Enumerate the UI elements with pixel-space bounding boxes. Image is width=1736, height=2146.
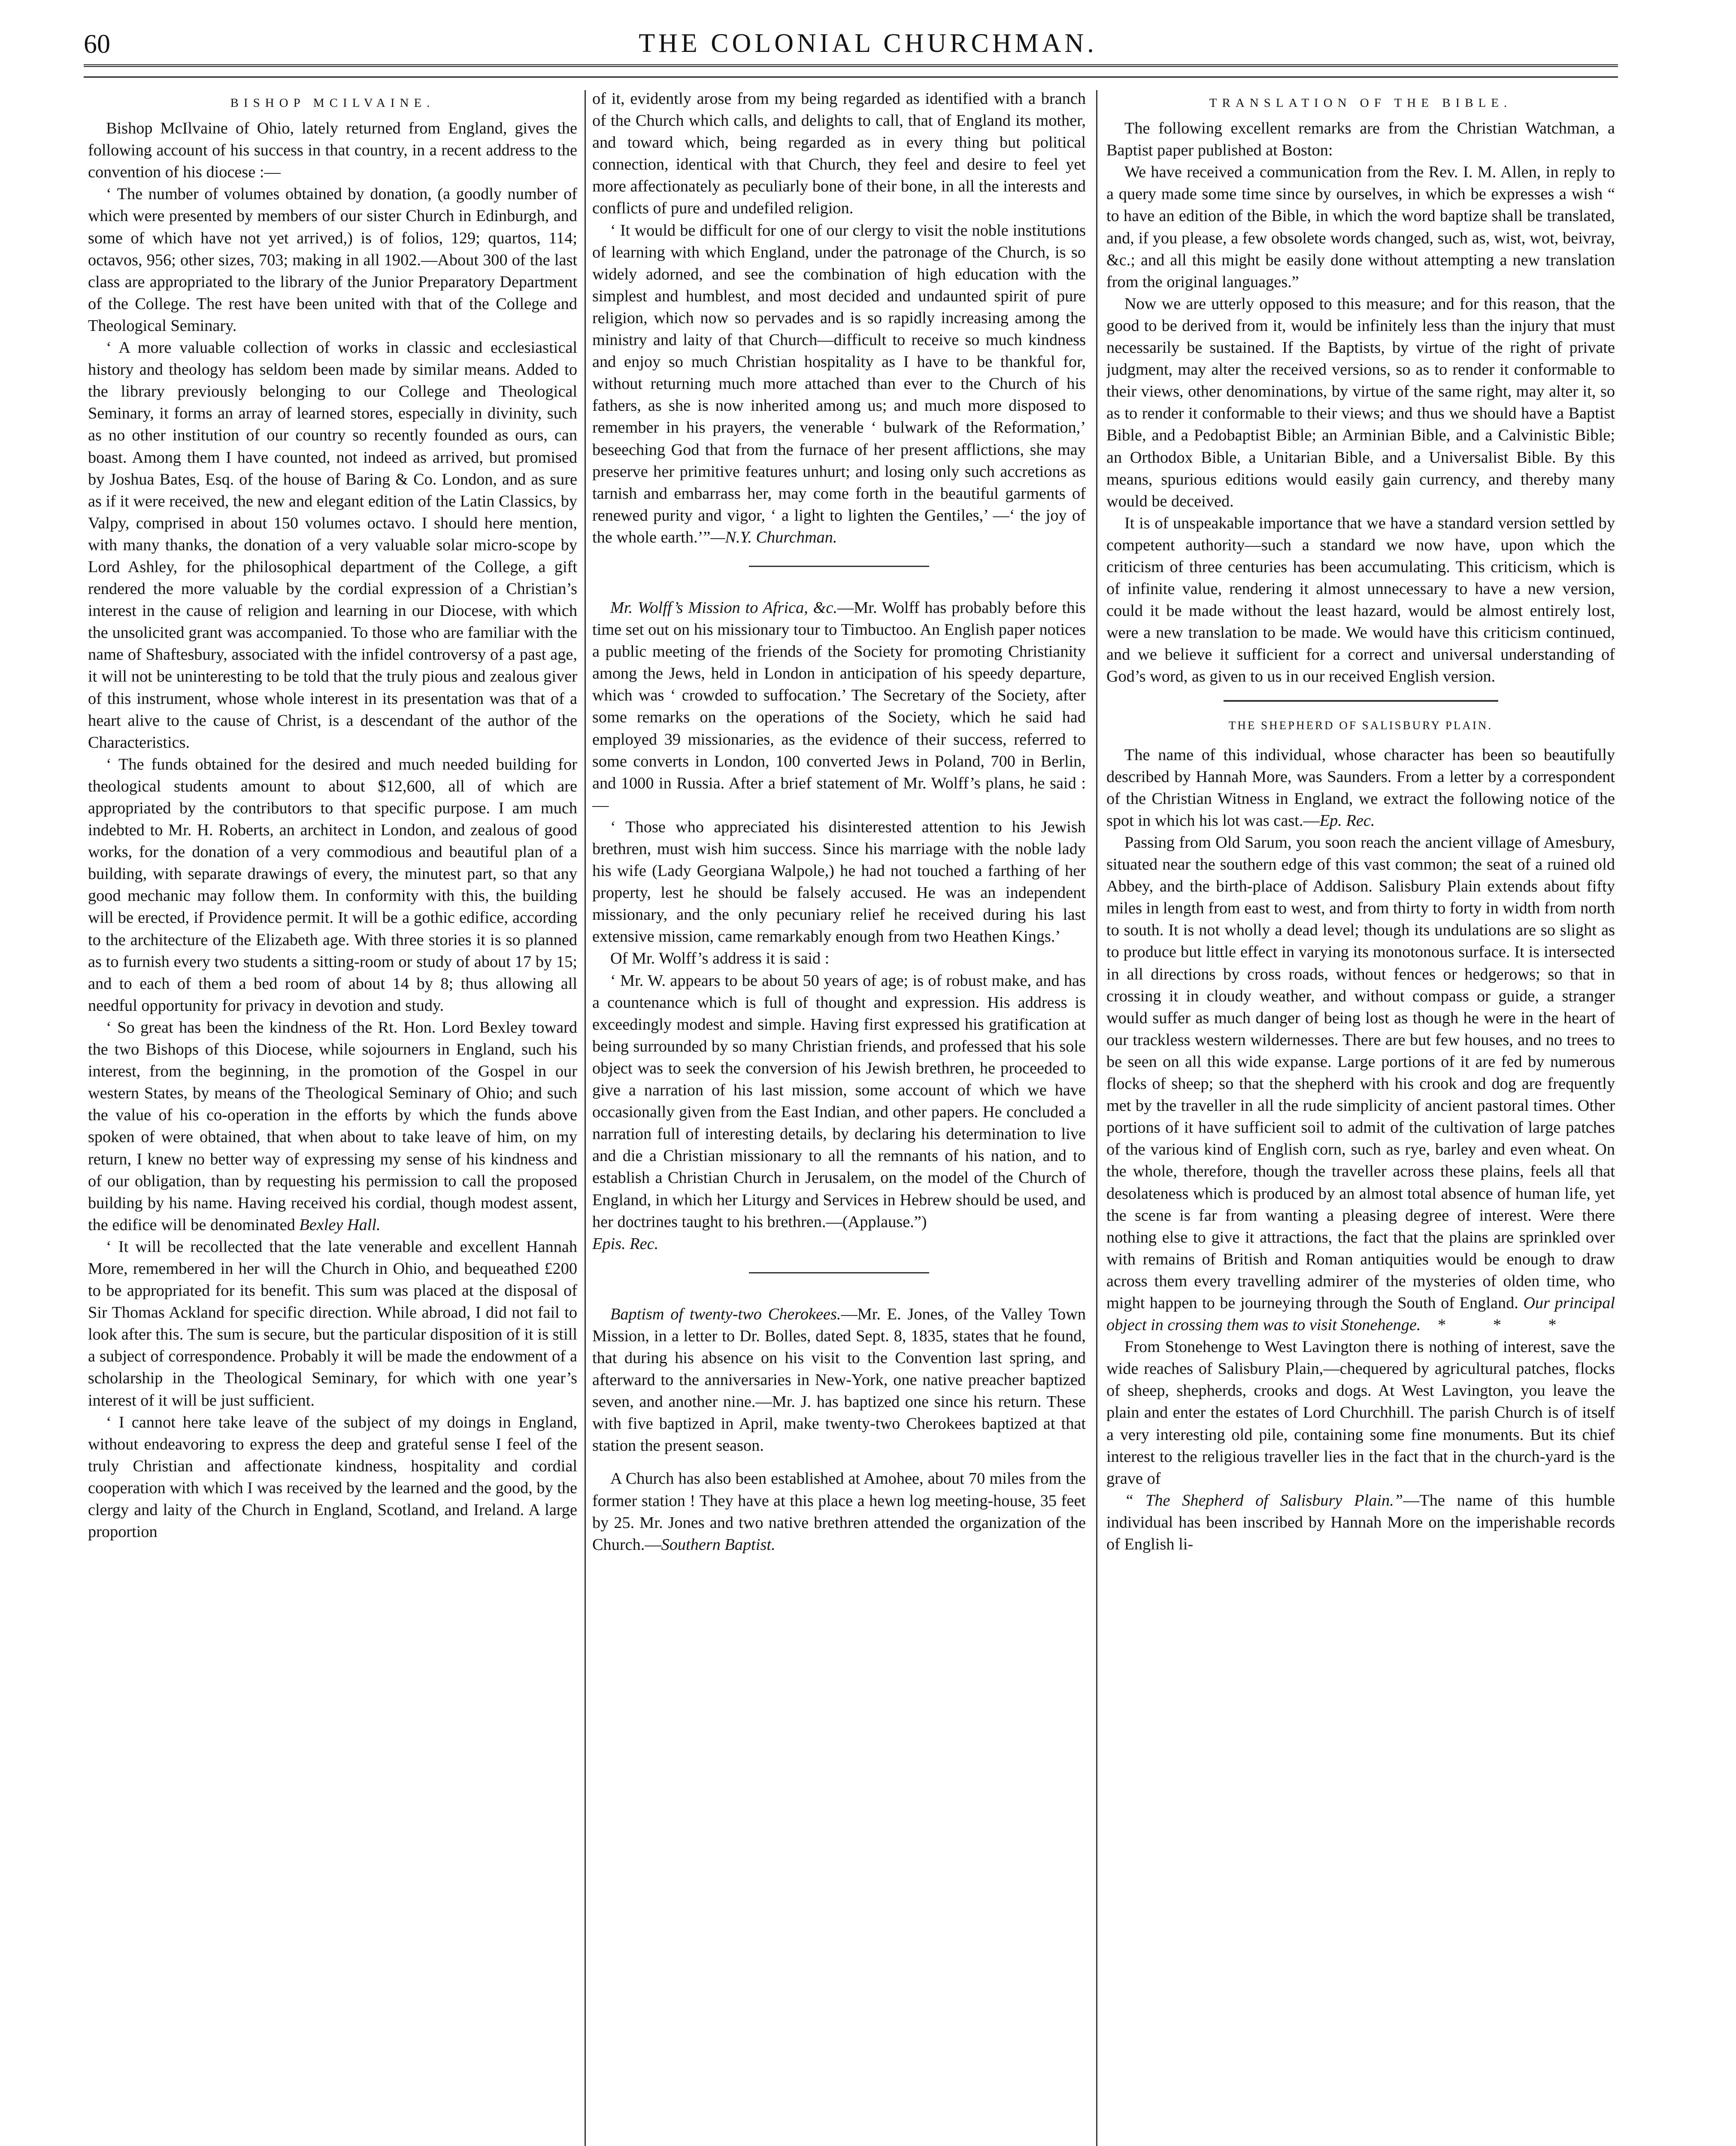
column-divider-1 xyxy=(585,90,586,2146)
paragraph-text: —Mr. Wolff has probably before this time set out on his missionary tour to Timbuctoo. An English paper notices a public meeting of the friends of the Society for promoting Christianity among the Jews, held in London in anticipation of his speedy departure, which was ‘ crowded to suffocation.’ The Secretary of the Society, after some remarks on the operations of the Society, which he said had employed 39 missionaries, as the evidence of their success, referred to some converts in London, 100 converted Jews in Poland, 700 in Berlin, and 1000 in Russia. After a brief statement of Mr. Wolff’s plans, he said :— xyxy=(592,598,1086,814)
paragraph: Now we are utterly opposed to this measure; and for this reason, that the good to be derived from it, would be infinitely less than the injury that must necessarily be sustained. If the Baptists, by virtue of the right of private judgment, may alter the received versions, so as to render it conformable to their views, other denominations, by virtue of the same right, may alter it, so as to render it conformable to their views; and thus we should have a Baptist Bible, and a Pedobaptist Bible; an Arminian Bible, and a Calvinistic Bible; an Orthodox Bible, a Unitarian Bible, and a Universalist Bible. By this means, spurious editions would easily gain currency, and thereby many would be deceived. xyxy=(1106,294,1615,510)
article-separator xyxy=(1224,700,1498,702)
paragraph xyxy=(592,1303,1086,1457)
paragraph: of it, evidently arose from my being regarded as identified with a branch of the Church which calls, and delights to call, that of England its mother, and toward which, being regarded as in every thing but political connection, identical with that Church, they feel and desire to feel yet more affectionately as peculiarly bone of their bone, in all the interests and conflicts of pure and undefiled religion. xyxy=(592,90,1086,218)
column-left xyxy=(88,88,577,2146)
article-title-wolff: Mr. Wolff’s Mission to Africa, &c. xyxy=(610,598,837,617)
paragraph xyxy=(592,597,1086,816)
column-middle xyxy=(592,88,1086,2146)
source-citation: Southern Baptist. xyxy=(661,1535,776,1554)
paragraph: ‘ The number of volumes obtained by donation, (a goodly number of which were presented by members of our sister Church in Edinburgh, and some of which have not yet arrived,) is of folios, 129; quartos, 114; octavos, 956; other sizes, 703; making in all 1902.—About 300 of the last class are appropriated to the library of the Junior Preparatory Department of the College. The rest have been united with that of the College and Theological Seminary. xyxy=(88,185,577,335)
paragraph: Bishop McIlvaine of Ohio, lately returned from England, gives the following account of his success in that country, in a recent address to the convention of his diocese :— xyxy=(88,119,577,182)
paragraph-text: ‘ It would be difficult for one of our clergy to visit the noble institutions of learning with which England, under the patronage of the Church, is so widely adorned, and see the combination of high education with the simplest and humblest, and most decided and undaunted spirit of pure religion, which now so pervades and is so rapidly increasing among the ministry and laity of that Church—difficult to receive so much kindness and enjoy so much Christian hospitality as I have to be thankful for, without returning much more attached than ever to the Church of his fathers, as she is now inherited among us; and much more disposed to remember in his prayers, the venerable ‘ bulwark of the Reformation,’ beseeching God that from the furnace of her present afflictions, she may preserve her primitive features unhurt; and losing only such accretions as tarnish and embarrass her, may come forth in the beautiful garments of renewed purity and vigor, ‘ a light to lighten the Gentiles,’ —‘ the joy of the whole earth.’” xyxy=(592,221,1086,546)
paragraph xyxy=(1106,1490,1615,1555)
paragraph: ‘ A more valuable collection of works in classic and ecclesiastical history and theology has seldom been made by similar means. Added to the library previously belonging to our College and Theological Seminary, it forms an array of learned stores, especially in divinity, such as no other institution of our country so recently founded as ours, can boast. Among them I have counted, not indeed as arrived, but promised by Joshua Bates, Esq. of the house of Baring & Co. London, and as sure as if it were received, the new and elegant edition of the Latin Classics, by Valpy, comprised in about 150 volumes octavo. I should here mention, with many thanks, the donation of a very valuable solar micro-scope by Lord Ashley, for the philosophical department of the College, a gift rendered the more valuable by the cordial expression of a Christian’s interest in the cause of religion and learning in our Diocese, with which the unsolicited grant was accompanied. To those who are familiar with the name of Shaftesbury, associated with the infidel controversy of a past age, it will not be uninteresting to be told that the truly pious and zealous giver of this instrument, whose whole interest in its presentation was that of a heart alive to the cause of Christ, is a descendant of the author of the Characteristics. xyxy=(88,339,577,752)
paragraph-text: Passing from Old Sarum, you soon reach the ancient village of Amesbury, situated near the southern edge of this vast common; the seat of a ruined old Abbey, and the birth-place of Addison. Salisbury Plain extends about fifty miles in length from east to west, and from thirty to forty in width from north to south. It is not wholly a dead level; though its undulations are so slight as to produce but little effect in varying its monotonous surface. It is intersected in all directions by cross roads, without fences or hedgerows; so that in crossing it in cloudy weather, and without compass or guide, a stranger would suffer as much danger of being lost as though he were in the heart of our trackless western wildernesses. There are but few houses, and no trees to be seen on all this wide expanse. Large portions of it are fed by numerous flocks of sheep; so that the shepherd with his crook and dog are frequently met by the traveller in all the rude simplicity of ancient pastoral times. Other portions of it have sufficient soil to admit of the cultivation of large patches of the various kind of English corn, such as rye, barley and even wheat. On the whole, therefore, though the traveller across these plains, feels all that desolateness which is produced by an almost total absence of human life, yet the scene is far from wanting a pleasing degree of interest. Were there nothing else to give it attractions, the fact that the plains are sprinkled over with remains of British and Roman antiquities would be enough to draw across them every travelling admirer of the mysteries of olden time, who might happen to be journeying through the South of England. xyxy=(1106,834,1615,1312)
source-citation: Epis. Rec. xyxy=(592,1234,659,1253)
article-separator xyxy=(749,1272,929,1273)
source-citation: —N.Y. Churchman. xyxy=(710,528,837,546)
paragraph xyxy=(592,220,1086,549)
paragraph-text: A Church has also been established at Amohee, about 70 miles from the former station ! They have at this place a hewn log meeting-house, 35 feet by 25. Mr. Jones and two native brethren attended the organization of the Church.— xyxy=(592,1470,1086,1554)
paragraph xyxy=(1106,744,1615,832)
paragraph: ‘ I cannot here take leave of the subject of my doings in England, without endeavoring to express the deep and grateful sense I feel of the truly Christian and affectionate kindness, hospitality and cordial cooperation with which I was received by the learned and the good, by the clergy and laity of the Church in England, Scotland, and Ireland. A large proportion xyxy=(88,1413,577,1541)
paragraph-text: ‘ So great has been the kindness of the Rt. Hon. Lord Bexley toward the two Bishops of this Diocese, while sojourners in England, such his interest, from the beginning, in the promotion of the Gospel in our western States, by means of the Theological Seminary of Ohio; and such the value of his co-operation in the efforts by which the funds above spoken of were obtained, that when about to take leave of him, on my return, I knew no better way of expressing my sense of his kindness and of our obligation, than by requesting his permission to call the proposed building by his name. Having received his cordial, though modest assent, the edifice will be denominated xyxy=(88,1018,577,1234)
paragraph: We have received a communication from the Rev. I. M. Allen, in reply to a query made some time since by ourselves, in which be expresses a wish “ to have an edition of the Bible, in which the word baptize shall be translated, and, if you please, a few obsolete words changed, such as, wist, wot, beivray, &c.; and all this might be easily done without attempting a new translation from the original languages.” xyxy=(1106,163,1615,291)
italic-text: “ The Shepherd of Salisbury Plain.” xyxy=(1124,1491,1403,1509)
asterism: * * * xyxy=(1438,1316,1578,1334)
paragraph: The following excellent remarks are from the Christian Watchman, a Baptist paper published at Boston: xyxy=(1106,119,1615,160)
paragraph: Of Mr. Wolff’s address it is said : xyxy=(610,949,830,968)
article-heading-shepherd: THE SHEPHERD OF SALISBURY PLAIN. xyxy=(1228,718,1493,732)
article-separator xyxy=(749,566,929,567)
paragraph: ‘ It will be recollected that the late venerable and excellent Hannah More, remembered in her will the Church in Ohio, and bequeathed £200 to be appropriated for its benefit. This sum was placed at the disposal of Sir Thomas Ackland for specific direction. While abroad, I did not fail to look after this. The sum is secure, but the particular disposition of it is still a subject of correspondence. Probably it will be made the endowment of a scholarship in the Theological Seminary, for which with one year’s interest of it will be just sufficient. xyxy=(88,1237,577,1409)
header-rule xyxy=(84,64,1618,70)
paragraph xyxy=(88,1017,577,1236)
italic-text: Bexley Hall. xyxy=(299,1215,381,1234)
paragraph: It is of unspeakable importance that we have a standard version settled by competent authority—such a standard we now have, upon which the criticism of three centuries has been accumulating. This criticism, which is of infinite value, rendering it almost unnecessary to have a new version, could it be made without the least hazard, would be almost entirely lost, were a new translation to be made. We would have this criticism continued, and we believe it sufficient for a correct and universal understanding of God’s word, as given to us in our received English version. xyxy=(1106,514,1615,686)
paragraph xyxy=(1106,832,1615,1336)
column-divider-2 xyxy=(1096,90,1097,2146)
column-right xyxy=(1106,88,1615,2146)
paragraph xyxy=(592,1468,1086,1555)
paragraph: From Stonehenge to West Lavington there is nothing of interest, save the wide reaches of Salisbury Plain,—chequered by agricultural patches, flocks of sheep, shepherds, crooks and dogs. At West Lavington, you leave the plain and enter the estates of Lord Churchhill. The parish Church is of itself a very interesting old pile, containing some fine monuments. But its chief interest to the religious traveller lies in the fact that in the church-yard is the grave of xyxy=(1106,1338,1615,1488)
paragraph-text: —Mr. E. Jones, of the Valley Town Mission, in a letter to Dr. Bolles, dated Sept. 8, 1835, states that he found, that during his absence on his visit to the Convention last spring, and afterward to the anniversaries in New-York, one native preacher baptized seven, and another nine.—Mr. J. has baptized one since his return. These with five baptized in April, make twenty-two Cherokees baptized at that station the present season. xyxy=(592,1305,1086,1455)
paragraph: ‘ Mr. W. appears to be about 50 years of age; is of robust make, and has a countenance which is full of thought and expression. His address is exceedingly modest and simple. Having first expressed his gratification at being surrounded by so many Christian friends, and professed that his sole object was to seek the conversion of his Jewish brethren, he proceeded to give a narration of his last mission, some account of which we have occasionally given from the East Indian, and other papers. He concluded a narration full of interesting details, by declaring his determination to live and die a Christian missionary to all the remnants of his nation, and to establish a Christian Church in Jerusalem, on the model of the Church of England, in which her Liturgy and Services in Hebrew should be used, and her doctrines taught to his brethren.—(Applause.”) xyxy=(592,971,1086,1231)
paragraph: ‘ The funds obtained for the desired and much needed building for theological students amount to about $12,600, all of which are appropriated by the contributors to that specific purpose. I am much indebted to Mr. H. Roberts, an architect in London, and zealous of good works, for the donation of a very commodious and beautiful plan of a building, with separate drawings of every, the minutest part, so that any good mechanic may follow them. In conformity with this, the building will be erected, if Providence permit. It will be a gothic edifice, according to the architecture of the Elizabeth age. With three stories it is so planned as to furnish every two students a sitting-room or study of about 17 by 15; and to each of them a bed room of about 14 by 8; thus allowing all needful opportunity for privacy in devotion and study. xyxy=(88,755,577,1015)
running-title: THE COLONIAL CHURCHMAN. xyxy=(639,29,1097,58)
article-heading-mcilvaine: BISHOP MCILVAINE. xyxy=(230,96,435,110)
paragraph: ‘ Those who appreciated his disinterested attention to his Jewish brethren, must wish him success. Since his marriage with the noble lady his wife (Lady Georgiana Walpole,) he had not touched a farthing of her property, lest he should be falsely accused. He was an independent missionary, and the only pecuniary relief he received during his last extensive mission, came remarkably enough from two Heathen Kings.’ xyxy=(592,818,1086,946)
page-number: 60 xyxy=(84,30,110,59)
source-citation: Ep. Rec. xyxy=(1319,811,1375,830)
italic-text: Our principal object in crossing them was to visit Stonehenge. xyxy=(1106,1294,1615,1334)
paragraph-text: The name of this individual, whose character has been so beautifully described by Hannah More, was Saunders. From a letter by a correspondent of the Christian Witness in England, we extract the following notice of the spot in which his lot was cast.— xyxy=(1106,746,1615,830)
article-title-cherokees: Baptism of twenty-two Cherokees. xyxy=(610,1305,841,1323)
header-rule-thin xyxy=(84,76,1618,78)
article-heading-translation: TRANSLATION OF THE BIBLE. xyxy=(1209,96,1512,110)
paragraph-text: —The name of this humble individual has been inscribed by Hannah More on the imperishable records of English li- xyxy=(1106,1491,1615,1553)
